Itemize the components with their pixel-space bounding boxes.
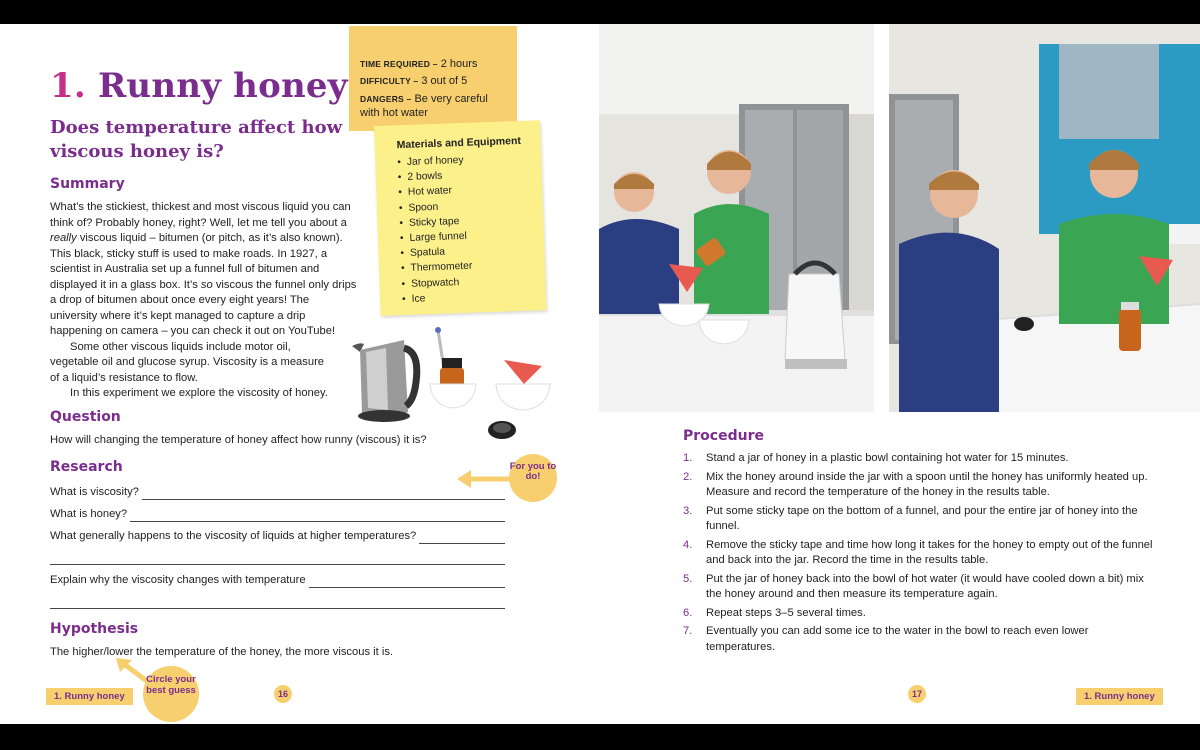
research-q3: What generally happens to the viscosity of liquids at higher temperatures? — [50, 529, 419, 545]
material-item: • Spatula — [400, 241, 544, 261]
dangers-label: DANGERS – — [360, 94, 412, 104]
material-item: • 2 bowls — [398, 165, 542, 185]
page-number-left: 16 — [274, 685, 292, 703]
procedure-heading: Procedure — [683, 428, 764, 444]
time-value: 2 hours — [440, 58, 478, 70]
hypothesis-text: The higher/lower the temperature of the honey, the more viscous it is. — [50, 646, 394, 658]
research-q1: What is viscosity? — [50, 485, 142, 501]
procedure-step-text: Put some sticky tape on the bottom of a funnel, and pour the entire jar of honey into the funnel. — [706, 504, 1138, 532]
summary-p1-part: What’s the stickiest, thickest and most viscous liquid you can think of? Probably honey, right? Well, let me tell you about a — [50, 201, 351, 229]
page-subtitle: Does temperature affect how viscous honey is? — [50, 117, 343, 162]
photo-boys-with-funnel — [889, 24, 1200, 412]
procedure-step: 5. Put the jar of honey back into the bowl of hot water (it would have cooled down a bit) mix the honey around and then measure its temperature again. — [683, 572, 1144, 600]
dangers — [360, 92, 510, 120]
material-item: • Spoon — [399, 196, 543, 216]
procedure-step-text: Remove the sticky tape and time how long it takes for the honey to empty out of the funnel and back into the jar. Record the time in the results table. — [706, 538, 1153, 566]
procedure-step: 4. Remove the sticky tape and time how long it takes for the honey to empty out of the funnel and back into the jar. Record the time in the results table. — [683, 538, 1153, 566]
dangers-value: Be very careful with hot water — [360, 93, 488, 119]
material-item: • Thermometer — [401, 257, 545, 277]
procedure-step-text: Put the jar of honey back into the bowl of hot water (it would have cooled down a bit) mix the honey around and then measure its temperature again. — [706, 572, 1144, 600]
summary-paragraph-1 — [50, 200, 358, 340]
summary-text — [50, 200, 358, 402]
difficulty-label: DIFFICULTY – — [360, 76, 419, 86]
circle-guess-badge: Circle your best guess — [143, 666, 199, 722]
research-q4: Explain why the viscosity changes with temperature — [50, 573, 309, 589]
procedure-list — [683, 451, 1155, 658]
procedure-step: 1. Stand a jar of honey in a plastic bowl containing hot water for 15 minutes. — [683, 452, 1069, 464]
summary-paragraph-2: Some other viscous liquids include motor oil, vegetable oil and glucose syrup. Viscosity is a measure of a liquid’s resistance to flow. — [50, 340, 325, 384]
difficulty — [360, 73, 517, 90]
summary-heading: Summary — [50, 176, 125, 192]
equipment-photo — [346, 322, 560, 448]
arrow-left-icon — [455, 468, 515, 490]
materials-note — [374, 120, 547, 316]
procedure-step: 6. Repeat steps 3–5 several times. — [683, 606, 866, 619]
time-label: TIME REQUIRED – — [360, 59, 438, 69]
answer-line[interactable] — [50, 608, 505, 609]
procedure-step: 7. Eventually you can add some ice to the water in the bowl to reach even lower temperatures. — [683, 625, 1089, 653]
difficulty-value: 3 out of 5 — [421, 75, 468, 87]
summary-p1-part: viscous the funnel only drips a drop of bitumen about once every eight years! The university where it’s kept managed to capture a drip happening on camera – you can check it out on YouTube! — [50, 278, 357, 337]
photo-boys-pouring-honey — [599, 24, 874, 412]
summary-p1-part: viscous liquid – bitumen (or pitch, as it’s also known). This black, sticky stuff is used to make roads. In 1927, a scientist in Australia set up a funnel full of bitumen and displayed it in a glass box. It’s — [50, 232, 343, 291]
material-item: • Sticky tape — [399, 211, 543, 231]
question-heading: Question — [50, 409, 121, 425]
book-spread — [0, 24, 1200, 724]
research-heading: Research — [50, 459, 123, 475]
research-q2-line[interactable] — [50, 507, 505, 525]
procedure-step-text: Stand a jar of honey in a plastic bowl containing hot water for 15 minutes. — [706, 452, 1069, 464]
photo-illustration-1 — [599, 24, 874, 412]
research-q2: What is honey? — [50, 507, 130, 523]
summary-p1-emphasis: so — [200, 278, 213, 291]
procedure-step-text: Eventually you can add some ice to the water in the bowl to reach even lower temperatures. — [706, 625, 1089, 653]
question-text: How will changing the temperature of honey affect how runny (viscous) it is? — [50, 434, 427, 446]
footer-tag-right: 1. Runny honey — [1076, 688, 1163, 705]
photo-illustration-2 — [889, 24, 1200, 412]
title-number: 1. — [50, 66, 86, 106]
research-q1-line[interactable] — [50, 485, 505, 503]
title-text: Runny honey — [97, 66, 348, 106]
summary-paragraph-3: In this experiment we explore the viscosity of honey. — [70, 387, 328, 399]
material-item: • Ice — [402, 287, 546, 307]
page-title — [50, 66, 348, 106]
procedure-step: 2. Mix the honey around inside the jar with a spoon until the honey has uniformly heated up. Measure and record the temperature of the honey in the results table. — [683, 470, 1148, 498]
procedure-step: 3. Put some sticky tape on the bottom of a funnel, and pour the entire jar of honey into the funnel. — [683, 504, 1138, 532]
procedure-step-text: Repeat steps 3–5 several times. — [706, 606, 866, 619]
material-item: • Hot water — [398, 181, 542, 201]
research-q3-line[interactable] — [50, 529, 505, 547]
materials-heading: Materials and Equipment — [396, 134, 522, 152]
procedure-step-text: Mix the honey around inside the jar with a spoon until the honey has uniformly heated up. Measure and record the temperature of the honey in the results table. — [706, 470, 1148, 498]
equipment-illustration — [346, 322, 560, 448]
for-you-to-do-badge: For you to do! — [509, 454, 557, 502]
summary-p1-emphasis: really — [50, 232, 77, 244]
page-number-right: 17 — [908, 685, 926, 703]
info-box — [349, 26, 517, 131]
research-q4-line[interactable] — [50, 573, 505, 591]
materials-list — [375, 150, 546, 308]
footer-tag-left: 1. Runny honey — [46, 688, 133, 705]
material-item: • Stopwatch — [401, 272, 545, 292]
material-item: • Large funnel — [400, 226, 544, 246]
time-required — [360, 56, 517, 73]
answer-line[interactable] — [50, 564, 505, 565]
hypothesis-heading: Hypothesis — [50, 621, 139, 637]
material-item: • Jar of honey — [397, 150, 541, 170]
